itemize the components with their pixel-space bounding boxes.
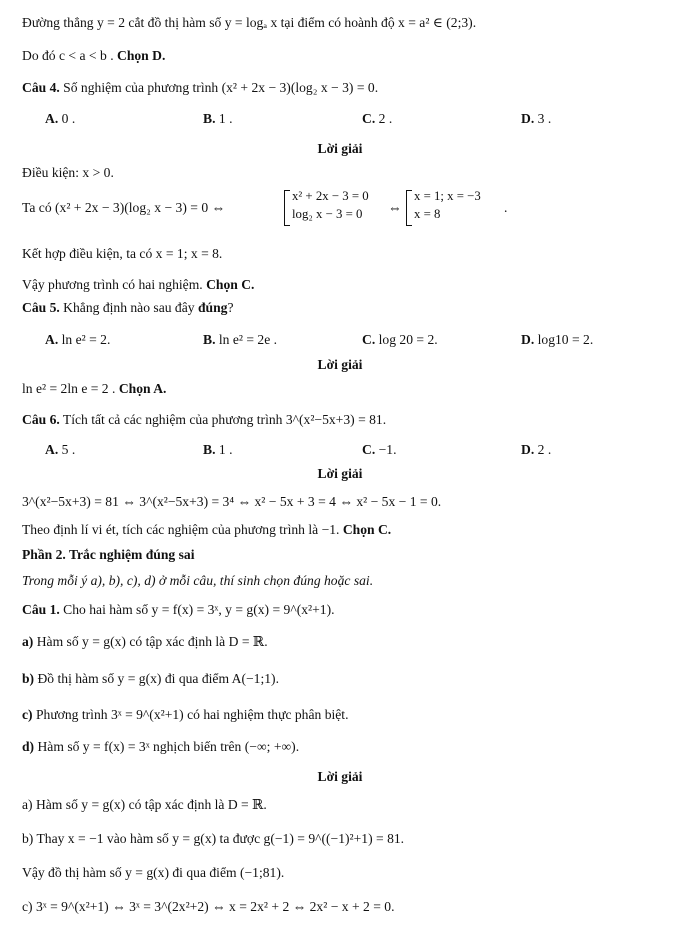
q5-option-a: A. ln e² = 2. — [45, 332, 111, 347]
bracket — [406, 190, 412, 226]
question-6: Câu 6. Tích tất cả các nghiệm của phương trình 3^(x²−5x+3) = 81. — [22, 412, 387, 427]
question-5: Câu 5. Khẳng định nào sau đây đúng? — [22, 300, 234, 315]
q4-option-c: C. 2 . — [362, 111, 393, 126]
text-line: b) Thay x = −1 vào hàm số y = g(x) ta được g(−1) = 9^((−1)²+1) = 81. — [22, 831, 405, 846]
text-line: Điều kiện: x > 0. — [22, 165, 114, 180]
text-line: Kết hợp điều kiện, ta có x = 1; x = 8. — [22, 246, 223, 261]
q6-option-c: C. −1. — [362, 442, 397, 457]
bracket — [284, 190, 290, 226]
q6-option-b: B. 1 . — [203, 442, 233, 457]
text-line: Theo định lí vi ét, tích các nghiệm của phương trình là −1. Chọn C. — [22, 522, 392, 537]
q4-option-a: A. 0 . — [45, 111, 76, 126]
text-line: Vậy phương trình có hai nghiệm. Chọn C. — [22, 277, 255, 292]
q6-option-d: D. 2 . — [521, 442, 552, 457]
section-heading: Phần 2. Trắc nghiệm đúng sai — [22, 547, 195, 562]
question-label: Câu 6. — [22, 412, 60, 427]
statement-d: d) Hàm số y = f(x) = 3ˣ nghịch biến trên (−∞; +∞). — [22, 739, 300, 754]
question-1: Câu 1. Cho hai hàm số y = f(x) = 3ˣ, y = g(x) = 9^(x²+1). — [22, 602, 335, 617]
text-line: ln e² = 2ln e = 2 . Chọn A. — [22, 381, 167, 396]
question-label: Câu 1. — [22, 602, 60, 617]
text-line: Vậy đồ thị hàm số y = g(x) đi qua điểm (−1;81). — [22, 865, 285, 880]
solution-heading: Lời giải — [317, 141, 363, 156]
q4-option-d: D. 3 . — [521, 111, 552, 126]
statement-b: b) Đồ thị hàm số y = g(x) đi qua điểm A(−1;1). — [22, 671, 279, 686]
solution-heading: Lời giải — [317, 769, 363, 784]
document-page: Đường thẳng y = 2 cắt đồ thị hàm số y = logₐ x tại điểm có hoành độ x = a² ∈ (2;3). Do đó c < a < b . Chọn D. Câu 4. Số nghiệm của phương trình (x² + 2x − 3)(log₂ x − 3) = 0. A. 0 . B. 1 . C. 2 . D. 3 . Lời giải Điều kiện: x > 0. Ta có (x² + 2x − 3)(log₂ x − 3) = 0 ⇔ x² + 2x − 3 = 0 log₂ x − 3 = 0 ⇔ x = 1; x = −3 x = 8 . Kết hợp điều kiện, ta có x = 1; x = 8. Vậy phương trình có hai nghiệm. Chọn C. Câu 5. Khẳng định nào sau đây đúng? A. ln e² = 2. B. ln e² = 2e . C. log 20 = 2. D. log10 = 2. Lời giải ln e² = 2ln e = 2 . Chọn A. Câu 6. Tích tất cả các nghiệm của phương trình 3^(x²−5x+3) = 81. A. 5 . B. 1 . C. −1. D. 2 . Lời giải 3^(x²−5x+3) = 81 ⇔ 3^(x²−5x+3) = 3⁴ ⇔ x² − 5x + 3 = 4 ⇔ x² − 5x − 1 = 0. Theo định lí vi ét, tích các nghiệm của phương trình là −1. Chọn C. Phần 2. Trắc nghiệm đúng sai Trong mỗi ý a), b), c), d) ở mỗi câu, thí sinh chọn đúng hoặc sai. Câu 1. Cho hai hàm số y = f(x) = 3ˣ, y = g(x) = 9^(x²+1). a) Hàm số y = g(x) có tập xác định là D = ℝ. b) Đồ thị hàm số y = g(x) đi qua điểm A(−1;1). c) Phương trình 3ˣ = 9^(x²+1) có hai nghiệm thực phân biệt. d) Hàm số y = f(x) = 3ˣ nghịch biến trên (−∞; +∞). Lời giải a) Hàm số y = g(x) có tập xác định là D = ℝ. b) Thay x = −1 vào hàm số y = g(x) ta được g(−1) = 9^((−1)²+1) = 81. Vậy đồ thị hàm số y = g(x) đi qua điểm (−1;81). c) 3ˣ = 9^(x²+1) ⇔ 3ˣ = 3^(2x²+2) ⇔ x = 2x² + 2 ⇔ 2x² − x + 2 = 0. — [0, 0, 680, 936]
question-4: Câu 4. Số nghiệm của phương trình (x² + 2x − 3)(log₂ x − 3) = 0. — [22, 80, 379, 95]
question-label: Câu 4. — [22, 80, 60, 95]
q6-option-a: A. 5 . — [45, 442, 76, 457]
statement-a: a) Hàm số y = g(x) có tập xác định là D = ℝ. — [22, 634, 268, 649]
q4-option-b: B. 1 . — [203, 111, 233, 126]
text-line: a) Hàm số y = g(x) có tập xác định là D = ℝ. — [22, 797, 267, 812]
instructions: Trong mỗi ý a), b), c), d) ở mỗi câu, thí sinh chọn đúng hoặc sai. — [22, 573, 374, 588]
q5-option-c: C. log 20 = 2. — [362, 332, 438, 347]
q5-option-d: D. log10 = 2. — [521, 332, 594, 347]
statement-c: c) Phương trình 3ˣ = 9^(x²+1) có hai nghiệm thực phân biệt. — [22, 707, 349, 722]
text-line: Do đó c < a < b . Chọn D. — [22, 48, 166, 63]
text-line: Đường thẳng y = 2 cắt đồ thị hàm số y = logₐ x tại điểm có hoành độ x = a² ∈ (2;3). — [22, 15, 477, 30]
text-line: c) 3ˣ = 9^(x²+1) ⇔ 3ˣ = 3^(2x²+2) ⇔ x = 2x² + 2 ⇔ 2x² − x + 2 = 0. — [22, 899, 395, 914]
q5-option-b: B. ln e² = 2e . — [203, 332, 278, 347]
text-line: 3^(x²−5x+3) = 81 ⇔ 3^(x²−5x+3) = 3⁴ ⇔ x² − 5x + 3 = 4 ⇔ x² − 5x − 1 = 0. — [22, 494, 442, 509]
solution-heading: Lời giải — [317, 357, 363, 372]
question-label: Câu 5. — [22, 300, 60, 315]
solution-heading: Lời giải — [317, 466, 363, 481]
